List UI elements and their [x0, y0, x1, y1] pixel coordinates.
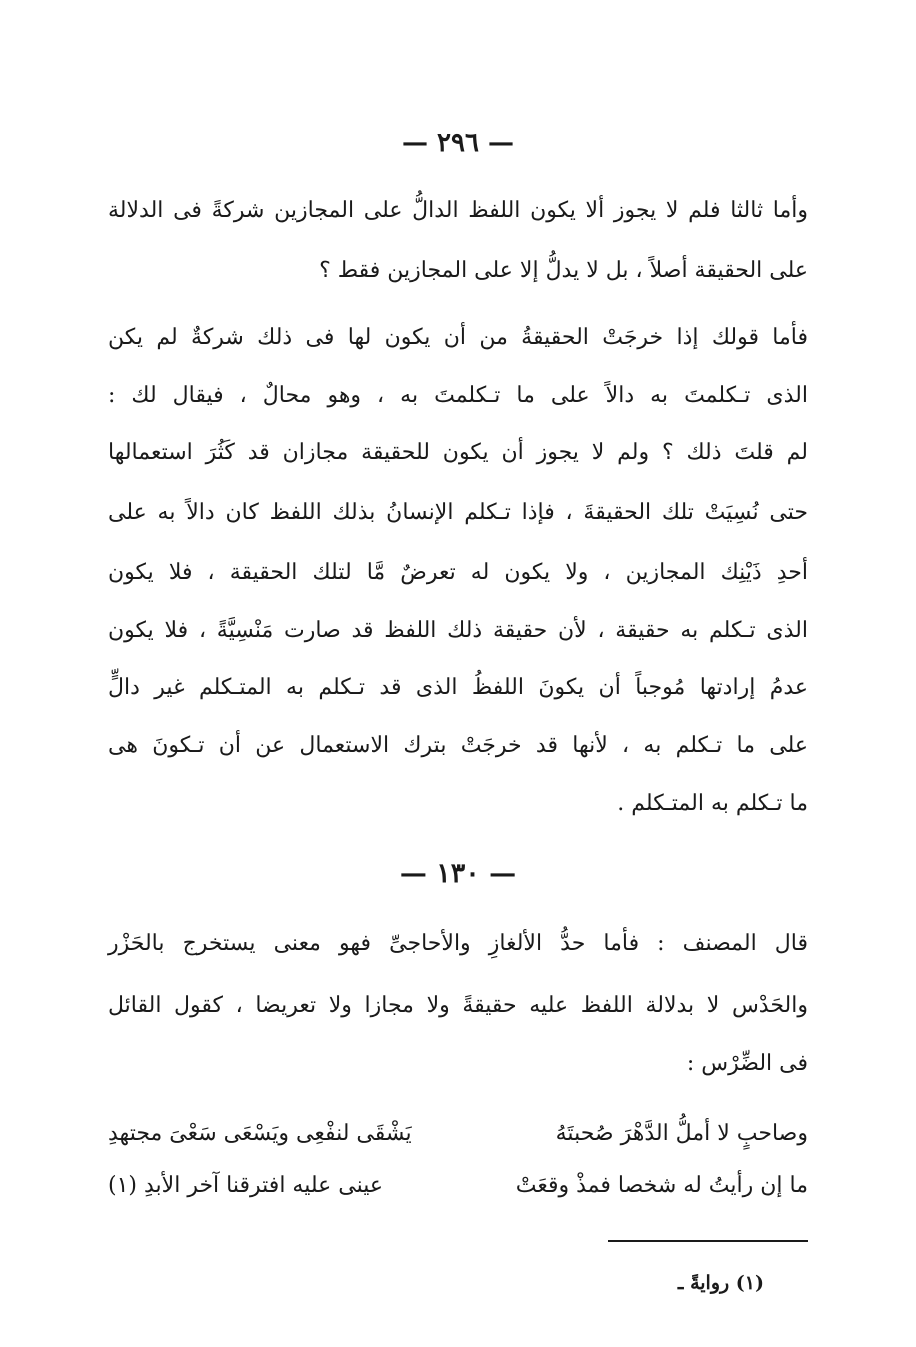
footnote: (١) روايةً ـ: [677, 1272, 764, 1294]
footnote-divider: [608, 1240, 808, 1242]
text-line: ما تـكلم به المتـكلم .: [617, 791, 808, 816]
text-line: الذى تـكلمتَ به دالاً على ما تـكلمتَ به ، وهو محالٌ ، فيقال لك :: [108, 383, 808, 408]
verse-second-hemistich: يَشْقَى لنفْعِى ويَسْعَى سَعْىَ مجتهدِ: [108, 1121, 412, 1146]
text-line: حتى نُسِيَتْ تلك الحقيقةَ ، فإذا تـكلم الإنسانُ بذلك اللفظ كان دالاً به على: [108, 500, 808, 525]
text-line: أحدِ ذَيْنِك المجازين ، ولا يكون له تعرضٌ مَّا لتلك الحقيقة ، فلا يكون: [108, 560, 808, 585]
text-line: وأما ثالثا فلم لا يجوز ألا يكون اللفظ الدالُّ على المجازين شركةً فى الدلالة: [108, 198, 808, 223]
text-line: على الحقيقة أصلاً ، بل لا يدلُّ إلا على المجازين فقط ؟: [319, 258, 808, 283]
text-line: فى الضِّرْس :: [686, 1051, 808, 1076]
text-line: عدمُ إرادتها مُوجباً أن يكونَ اللفظُ الذى قد تـكلم به المتـكلم غير دالٍّ: [108, 675, 808, 700]
text-line: على ما تـكلم به ، لأنها قد خرجَتْ بترك الاستعمال عن أن تـكونَ هى: [108, 733, 808, 758]
text-line: الذى تـكلم به حقيقة ، لأن حقيقة ذلك اللفظ قد صارت مَنْسِيَّةً ، فلا يكون: [108, 618, 808, 643]
text-line: فأما قولك إذا خرجَتْ الحقيقةُ من أن يكون لها فى ذلك شركةٌ لم يكن: [108, 325, 808, 350]
page-number: — ٢٩٦ —: [401, 128, 515, 158]
verse-second-hemistich: عينى عليه افترقنا آخر الأبدِ (١): [108, 1173, 384, 1198]
verse-first-hemistich: وصاحبٍ لا أملُّ الدَّهْرَ صُحبتَهُ: [555, 1121, 808, 1146]
text-line: والحَدْس لا بدلالة اللفظ عليه حقيقةً ولا مجازا ولا تعريضا ، كقول القائل: [108, 993, 808, 1018]
section-number: — ١٣٠ —: [399, 858, 517, 889]
text-line: لم قلتَ ذلك ؟ ولم لا يجوز أن يكون للحقيقة مجازان قد كَثُرَ استعمالها: [108, 440, 808, 465]
text-line: قال المصنف : فأما حدُّ الألغازِ والأحاجىِّ فهو معنى يستخرج بالحَزْر: [108, 931, 808, 956]
verse-first-hemistich: ما إن رأيتُ له شخصا فمذْ وقعَتْ: [515, 1173, 808, 1198]
